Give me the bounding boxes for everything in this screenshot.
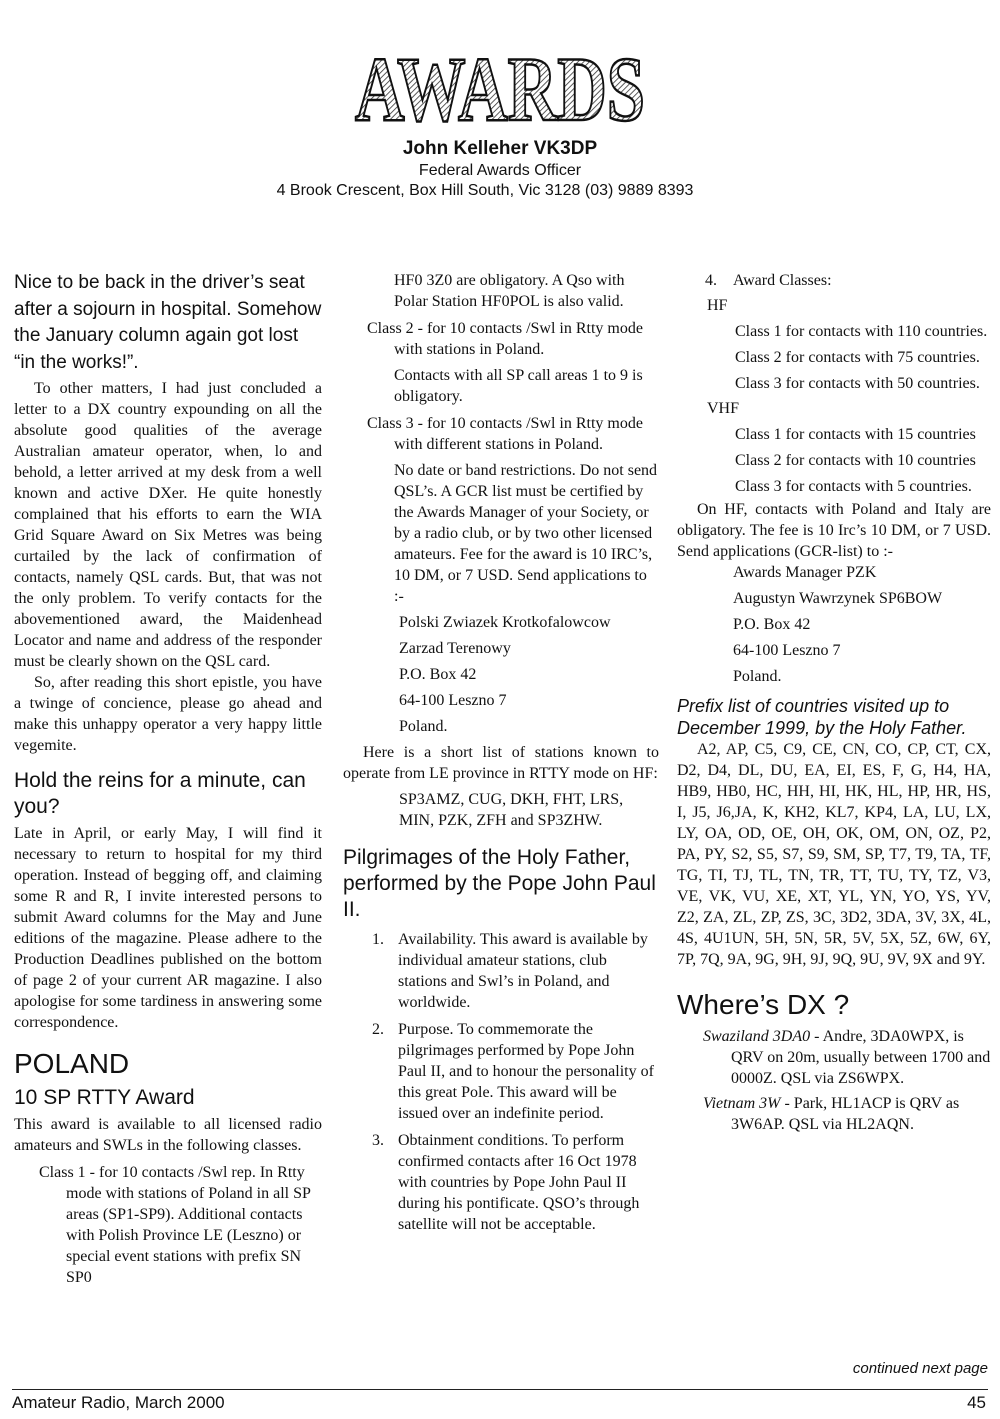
hf-class-2: Class 2 for contacts with 75 countries.	[735, 349, 980, 366]
paragraph: Here is a short list of stations known to operate from LE province in RTTY mode on HF:	[343, 744, 659, 782]
dx-text: - Park, HL1ACP is QRV as 3W6AP. QSL via HL2AQN.	[731, 1095, 960, 1133]
list-item	[343, 1019, 659, 1124]
paragraph: Late in April, or early May, I will find it necessary to return to hospital for my third operation. Instead of begging off, and claiming some R and R, I invite interested persons to submit Award columns for the May and June editions of the magazine. Please adhere to the Production Deadlines published on the bottom of page 2 of your current AR magazine. I also apologise for some tardiness in answering some correspondence.	[14, 825, 322, 1031]
address-line: Augustyn Wawrzynek SP6BOW	[733, 590, 943, 607]
list-item	[343, 1130, 659, 1235]
dx-entry	[677, 1026, 991, 1089]
footer-divider	[12, 1389, 988, 1390]
address-line: Zarzad Terenowy	[399, 640, 511, 657]
address-line: Poland.	[399, 718, 448, 735]
hf-class-3: Class 3 for contacts with 50 countries.	[735, 375, 980, 392]
item-text: Purpose. To commemorate the pilgrimages performed by Pope John Paul II, and to honour the personality of this great Pole. This award will be issued over an indefinite period.	[398, 1021, 654, 1122]
masthead	[0, 38, 1000, 200]
address-line: Poland.	[733, 668, 782, 685]
pilgrimage-conditions	[343, 929, 659, 1235]
class-1-continued: HF0 3Z0 are obligatory. A Qso with Polar Station HF0POL is also valid.	[394, 272, 625, 310]
class-2-rule: Class 2 - for 10 contacts /Swl in Rtty mode with stations in Poland.	[367, 320, 643, 358]
band-hf-label: HF	[707, 297, 728, 314]
author-name: John Kelleher VK3DP	[402, 138, 598, 159]
station-list: SP3AMZ, CUG, DKH, FHT, LRS, MIN, PZK, ZFH and SP3ZHW.	[399, 791, 624, 829]
footer-magazine: Amateur Radio, March 2000	[12, 1393, 225, 1412]
address-block	[343, 612, 659, 737]
paragraph: This award is available to all licensed radio amateurs and SWLs in the following classes.	[14, 1116, 322, 1154]
band-vhf-label: VHF	[707, 400, 740, 417]
class-3-rule: Class 3 - for 10 contacts /Swl in Rtty mode with different stations in Poland.	[367, 415, 643, 453]
awards-logo-text: AWARDS	[355, 38, 645, 140]
continued-note: continued next page	[852, 1360, 988, 1377]
lede-paragraph: Nice to be back in the driver’s seat after a sojourn in hospital. Somehow the January column again got lost “in the works!”.	[14, 272, 322, 373]
dx-text: - Andre, 3DA0WPX, is QRV on 20m, usually between 1700 and 0000Z. QSL via ZS6WPX.	[731, 1028, 991, 1087]
list-item	[343, 929, 659, 1013]
item-text: Obtainment conditions. To perform confirmed contacts after 16 Oct 1978 with countries by Pope John Paul II during his pontificate. QSO’s through satellite will not be acceptable.	[398, 1132, 640, 1233]
class-1-rule: Class 1 - for 10 contacts /Swl rep. In Rtty mode with stations of Poland in all SP areas (SP1-SP9). Additional contacts with Polish Province LE (Leszno) or special event stations with prefix SN SP0	[39, 1164, 311, 1286]
paragraph: To other matters, I had just concluded a letter to a DX country expounding on all the absolute good qualities of the average Australian amateur operator, when, lo and behold, a letter arrived at my desk from a well known and active DXer. He quite honestly complained that his efforts to earn the WIA Grid Square Award on Six Metres was being curtailed by the lack of confirmation of contacts, namely QSL cards. But, that was not the only problem. To verify contacts for the abovementioned award, the Maidenhead Locator and name and address of the responder must be clearly shown on the QSL card.	[14, 380, 322, 670]
author-address: 4 Brook Crescent, Box Hill South, Vic 3128 (03) 9889 8393	[276, 182, 694, 199]
paragraph: So, after reading this short epistle, you have a twinge of concience, please go ahead and make this unhappy operator a very happy little vegemite.	[14, 674, 322, 754]
item-number: 3.	[372, 1132, 384, 1149]
vhf-class-1: Class 1 for contacts with 15 countries	[735, 426, 976, 443]
page-number: 45	[967, 1393, 986, 1412]
address-line: P.O. Box 42	[733, 616, 811, 633]
column-2	[343, 270, 659, 1235]
vhf-class-2: Class 2 for contacts with 10 countries	[735, 452, 976, 469]
heading-pilgrimages: Pilgrimages of the Holy Father, performed by the Pope John Paul II.	[343, 846, 656, 921]
address-line: Awards Manager PZK	[733, 564, 877, 581]
address-line: P.O. Box 42	[399, 666, 477, 683]
item-number: 1.	[372, 931, 384, 948]
heading-poland: POLAND	[14, 1048, 130, 1079]
awards-logo	[350, 38, 650, 140]
heading-wheres-dx: Where’s DX ?	[677, 989, 850, 1020]
heading-sp-rtty-award: 10 SP RTTY Award	[14, 1086, 195, 1109]
address-block	[677, 562, 991, 687]
prefix-list: A2, AP, C5, C9, CE, CN, CO, CP, CT, CX, D2, D4, DL, DU, EA, EI, ES, F, G, H4, HA, HB9, HB0, HC, HH, HI, HK, HL, HP, HR, HS, I, J5, J6,JA, K, KH2, KL7, KP4, LA, LU, LX, LY, OA, OD, OE, OH, OK, OM, ON, OZ, P2, PA, PY, S2, S5, S7, S9, SM, SP, T7, T9, TA, TF, TG, TI, TJ, TL, TN, TR, TT, TU, TY, TZ, V3, VE, VK, VU, XE, XT, YL, YN, YO, YS, YV, Z2, ZA, ZL, ZP, ZS, 3C, 3D2, 3DA, 3V, 3X, 4L, 4S, 4U1UN, 5H, 5N, 5R, 5V, 5X, 5Z, 6W, 6Y, 7P, 7Q, 9A, 9G, 9H, 9J, 9Q, 9U, 9V, 9X and 9Y.	[677, 741, 991, 968]
vhf-class-3: Class 3 for contacts with 5 countries.	[735, 478, 972, 495]
address-line: Polski Zwiazek Krotkofalowcow	[399, 614, 611, 631]
item-text: Availability. This award is available by individual amateur stations, club stations and Swl’s in Poland, and worldwide.	[398, 931, 648, 1011]
address-line: 64-100 Leszno 7	[733, 642, 841, 659]
class-3-note: No date or band restrictions. Do not send QSL’s. A GCR list must be certified by the Awards Manager of your Society, or by a radio club, or by two other licensed amateurs. Fee for the award is 10 IRC’s, 10 DM, or 7 USD. Send applications to :-	[394, 462, 658, 605]
author-role: Federal Awards Officer	[418, 162, 582, 179]
prefix-list-heading: Prefix list of countries visited up to December 1999, by the Holy Father.	[677, 696, 967, 738]
class-rules	[367, 270, 659, 607]
hf-class-1: Class 1 for contacts with 110 countries.	[735, 323, 988, 340]
item-number: 2.	[372, 1021, 384, 1038]
column-1	[14, 270, 322, 1288]
award-classes-heading: 4. Award Classes:	[705, 272, 832, 289]
dx-place: Vietnam 3W	[703, 1095, 781, 1112]
address-line: 64-100 Leszno 7	[399, 692, 507, 709]
paragraph: On HF, contacts with Poland and Italy are obligatory. The fee is 10 Irc’s 10 DM, or 7 USD. Send applications (GCR-list) to :-	[677, 501, 991, 560]
column-3	[677, 270, 991, 1135]
heading-hold-the-reins: Hold the reins for a minute, can you?	[14, 769, 306, 818]
dx-place: Swaziland 3DA0	[703, 1028, 811, 1045]
class-2-note: Contacts with all SP call areas 1 to 9 is obligatory.	[394, 367, 643, 405]
dx-entry	[677, 1093, 991, 1135]
